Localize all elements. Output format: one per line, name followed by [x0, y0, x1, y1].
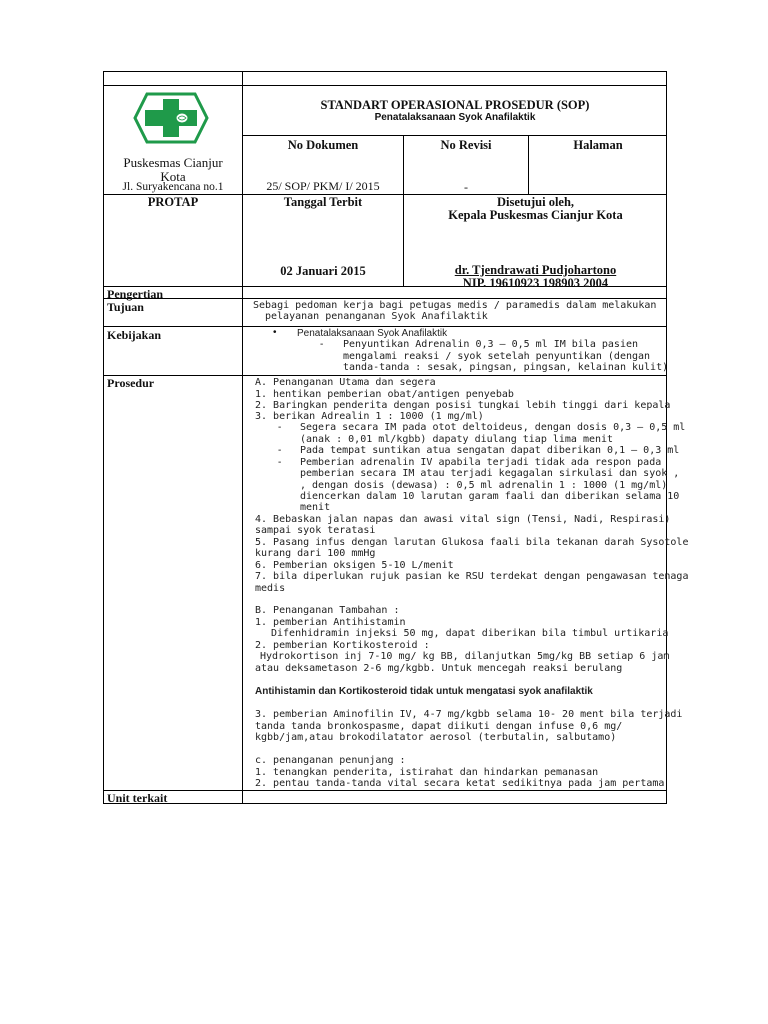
tujuan-line: Sebagi pedoman kerja bagi petugas medis / paramedis dalam melakukan: [253, 300, 657, 311]
label-unit-terkait: Unit terkait: [107, 791, 168, 805]
prosedur-line: Hydrokortison inj 7-10 mg/ kg BB, dilanjutkan 5mg/kg BB setiap 6 jam: [260, 651, 670, 662]
prosedur-line: Pada tempat suntikan atua sengatan dapat diberikan 0,1 – 0,3 ml: [300, 445, 680, 456]
prosedur-line: 1. hentikan pemberian obat/antigen penyebab: [255, 389, 514, 400]
prosedur-line: pemberian secara IM atau terjadi kegagalan sirkulasi dan syok ,: [300, 468, 680, 479]
approval-line1: Disetujui oleh,: [496, 195, 575, 209]
prosedur-line: diencerkan dalam 10 larutan garam faali dan diberikan selama 10: [300, 491, 680, 502]
org-name-line2: Kota: [160, 169, 186, 184]
protap-label: PROTAP: [147, 195, 199, 209]
table-border-top: [103, 71, 667, 72]
prosedur-line: menit: [300, 502, 331, 513]
prosedur-line: Segera secara IM pada otot deltoideus, dengan dosis 0,3 – 0,5 ml: [300, 422, 686, 433]
label-pengertian: Pengertian: [107, 287, 163, 301]
dash-icon: -: [278, 422, 282, 433]
bullet-icon: •: [273, 327, 277, 338]
prosedur-line: Difenhidramin injeksi 50 mg, dapat diberikan bila timbul urtikaria: [271, 628, 669, 639]
prosedur-line: 3. berikan Adrealin 1 : 1000 (1 mg/ml): [255, 411, 484, 422]
tanggal-terbit-value: 02 Januari 2015: [280, 264, 366, 278]
signer-name: dr. Tjendrawati Pudjohartono: [454, 263, 617, 277]
prosedur-line: 3. pemberian Aminofilin IV, 4-7 mg/kgbb selama 10- 20 ment bila terjadi: [255, 709, 683, 720]
tujuan-line: pelayanan penanganan Syok Anafilaktik: [265, 311, 488, 322]
dash-icon: -: [278, 445, 282, 456]
row-divider: [103, 375, 667, 376]
puskesmas-logo: [133, 92, 209, 144]
label-prosedur: Prosedur: [107, 376, 155, 390]
row-divider: [103, 790, 667, 791]
prosedur-line: 2. pentau tanda-tanda vital secara ketat sedikitnya pada jam pertama: [255, 778, 665, 789]
kebijakan-line: tanda-tanda : sesak, pingsan, pingsan, kelainan kulit): [343, 362, 669, 373]
prosedur-line: c. penanganan penunjang :: [255, 755, 406, 766]
document-subtitle: Penatalaksanaan Syok Anafilaktik: [374, 112, 536, 123]
prosedur-line: (anak : 0,01 ml/kgbb) dapaty diulang tiap lima menit: [300, 434, 614, 445]
prosedur-line: kurang dari 100 mmHg: [255, 548, 376, 559]
row-divider: [103, 298, 667, 299]
prosedur-line: 1. tenangkan penderita, istirahat dan hindarkan pemanasan: [255, 767, 599, 778]
kebijakan-line: mengalami reaksi / syok setelah penyuntikan (dengan: [343, 351, 651, 362]
prosedur-line: Pemberian adrenalin IV apabila terjadi tidak ada respon pada: [300, 457, 662, 468]
prosedur-line: tanda tanda bronkospasme, dapat diikuti dengan infuse 0,6 mg/: [255, 721, 623, 732]
prosedur-line: 2. pemberian Kortikosteroid :: [255, 640, 430, 651]
prosedur-line: sampai syok teratasi: [255, 525, 376, 536]
row-divider: [242, 135, 667, 136]
no-dokumen-value: 25/ SOP/ PKM/ I/ 2015: [266, 179, 380, 193]
prosedur-line: 7. bila diperlukan rujuk pasian ke RSU terdekat dengan pengawasan tenaga: [255, 571, 689, 582]
dash-icon: -: [320, 339, 324, 350]
signer-nip: NIP. 19610923 198903 2004: [462, 276, 609, 290]
prosedur-line: medis: [255, 583, 286, 594]
col-no-revisi: No Revisi: [440, 138, 492, 152]
label-tujuan: Tujuan: [107, 300, 144, 314]
prosedur-note: Antihistamin dan Kortikosteroid tidak untuk mengatasi syok anafilaktik: [255, 686, 593, 697]
col-halaman: Halaman: [573, 138, 623, 152]
row-divider: [103, 85, 667, 86]
row-divider: [103, 326, 667, 327]
prosedur-line: 6. Pemberian oksigen 5-10 L/menit: [255, 560, 454, 571]
prosedur-line: B. Penanganan Tambahan :: [255, 605, 400, 616]
label-kebijakan: Kebijakan: [107, 328, 162, 342]
prosedur-line: 5. Pasang infus dengan larutan Glukosa faali bila tekanan darah Sysotole: [255, 537, 689, 548]
document-title: STANDART OPERASIONAL PROSEDUR (SOP): [320, 98, 590, 112]
col-no-dokumen: No Dokumen: [287, 138, 359, 152]
prosedur-line: 4. Bebaskan jalan napas dan awasi vital sign (Tensi, Nadi, Respirasi): [255, 514, 671, 525]
prosedur-line: 2. Baringkan penderita dengan posisi tungkai lebih tinggi dari kepala: [255, 400, 671, 411]
dash-icon: -: [278, 457, 282, 468]
prosedur-line: , dengan dosis (dewasa) : 0,5 ml adrenalin 1 : 1000 (1 mg/ml): [300, 480, 668, 491]
org-name-line1: Puskesmas Cianjur: [123, 155, 223, 170]
approval-line2: Kepala Puskesmas Cianjur Kota: [448, 208, 623, 222]
kebijakan-line: Penyuntikan Adrenalin 0,3 – 0,5 ml IM bila pasien: [343, 339, 639, 350]
table-border-right: [666, 71, 667, 804]
prosedur-line: 1. pemberian Antihistamin: [255, 617, 406, 628]
table-border-bottom: [103, 803, 667, 804]
no-revisi-value: -: [464, 180, 468, 194]
prosedur-line: kgbb/jam,atau brokodilatator aerosol (terbutalin, salbutamo): [255, 732, 617, 743]
prosedur-line: atau deksametason 2-6 mg/kgbb. Untuk mencegah reaksi berulang: [255, 663, 623, 674]
prosedur-line: A. Penanganan Utama dan segera: [255, 377, 436, 388]
org-address: Jl. Suryakencana no.1: [122, 181, 224, 193]
kebijakan-bullet-text: Penatalaksanaan Syok Anafilaktik: [297, 328, 448, 339]
tanggal-terbit-label: Tanggal Terbit: [283, 195, 363, 209]
